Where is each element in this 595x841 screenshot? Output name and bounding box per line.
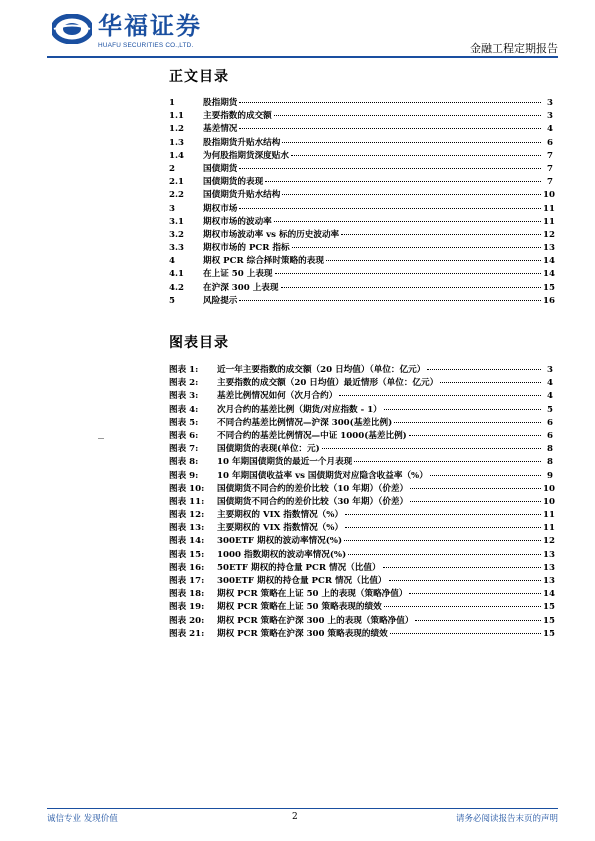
dot-leader: [410, 488, 541, 489]
contents-item[interactable]: [169, 188, 553, 201]
figure-item[interactable]: [169, 455, 553, 468]
dot-leader: [282, 194, 541, 195]
contents-item-number: 3.2: [169, 229, 184, 240]
footer-slogan: 诚信专业 发现价值: [47, 814, 118, 824]
contents-item[interactable]: [169, 281, 553, 294]
figure-item-page: 3: [547, 365, 553, 375]
dot-leader: [326, 260, 541, 261]
figure-item[interactable]: [169, 561, 553, 574]
dot-leader: [348, 554, 541, 555]
figure-item-page: 9: [547, 470, 553, 481]
contents-item-text: 基差情况: [203, 124, 238, 135]
contents-item-text: 期权 PCR 综合择时策略的表现: [203, 256, 324, 267]
company-logo: [52, 10, 227, 52]
figure-item-page: 15: [543, 615, 555, 626]
dot-leader: [239, 208, 541, 209]
dot-leader: [239, 128, 541, 129]
figure-item-page: 11: [543, 523, 555, 534]
figure-item[interactable]: [169, 442, 553, 455]
dot-leader: [410, 501, 541, 502]
figure-item-page: 10: [543, 483, 555, 494]
figure-item-page: 15: [543, 602, 555, 613]
figure-item-page: 13: [543, 576, 555, 586]
figure-item-page: 8: [547, 444, 553, 455]
figures-title: 图表目录: [169, 335, 229, 351]
figure-item-page: 11: [543, 510, 555, 521]
huafu-logo-icon: [52, 14, 92, 44]
figure-item-text: 国债期货的表现(单位：元): [217, 444, 320, 455]
contents-item[interactable]: [169, 267, 553, 280]
dot-leader: [339, 395, 541, 396]
contents-item[interactable]: [169, 149, 553, 162]
figure-item-text: 期权 PCR 策略在上证 50 策略表现的绩效: [217, 602, 382, 613]
figure-item-text: 主要期权的 VIX 指数情况（%）: [217, 523, 344, 534]
figure-item-number: 图表 16:: [169, 562, 205, 573]
figure-item[interactable]: [169, 403, 553, 416]
dot-leader: [281, 287, 542, 288]
contents-item[interactable]: [169, 202, 553, 215]
contents-item[interactable]: [169, 122, 553, 135]
dot-leader: [345, 527, 541, 528]
page-number: 2: [292, 812, 298, 822]
figure-item-number: 图表 5:: [169, 417, 199, 428]
contents-item-page: 11: [543, 203, 555, 214]
dot-leader: [389, 580, 541, 581]
contents-item-page: 3: [547, 111, 553, 122]
figure-item-text: 不同合约的基差比例情况—中证 1000(基差比例): [217, 430, 407, 441]
figure-item-number: 图表 4:: [169, 404, 199, 415]
figure-item-text: 期权 PCR 策略在沪深 300 策略表现的绩效: [217, 628, 388, 639]
figure-item-page: 6: [547, 417, 553, 428]
figure-item-text: 1000 指数期权的波动率情况(%): [217, 549, 347, 560]
figure-item-page: 4: [547, 391, 553, 402]
figure-item-text: 10 年期国债期货的最近一个月表现: [217, 457, 353, 468]
contents-item-page: 7: [547, 177, 553, 188]
figure-item[interactable]: [169, 363, 553, 376]
dot-leader: [341, 234, 541, 235]
figure-item-number: 图表 17:: [169, 576, 205, 586]
contents-item-page: 14: [543, 269, 555, 280]
dot-leader: [239, 300, 541, 301]
contents-item-text: 主要指数的成交额: [203, 111, 272, 122]
dot-leader: [344, 540, 541, 541]
contents-title: 正文目录: [169, 69, 229, 85]
figure-item[interactable]: [169, 548, 553, 561]
figure-item-page: 10: [543, 496, 555, 507]
figure-item-text: 主要期权的 VIX 指数情况（%）: [217, 510, 344, 521]
figure-item-number: 图表 18:: [169, 589, 205, 600]
figure-item-number: 图表 20:: [169, 615, 205, 626]
contents-item-number: 3: [169, 203, 175, 214]
contents-item[interactable]: [169, 109, 553, 122]
header-divider: [47, 56, 558, 58]
figure-item[interactable]: [169, 469, 553, 482]
contents-item-page: 12: [543, 229, 555, 240]
dot-leader: [394, 422, 541, 423]
figure-item-number: 图表 12:: [169, 510, 205, 521]
contents-item-page: 11: [543, 216, 555, 227]
contents-item-text: 国债期货升贴水结构: [203, 190, 281, 201]
contents-item-number: 3.3: [169, 243, 184, 254]
figure-item-text: 期权 PCR 策略在上证 50 上的表现（策略净值）: [217, 589, 408, 600]
figure-item[interactable]: [169, 600, 553, 613]
figure-item-number: 图表 7:: [169, 444, 199, 455]
figure-item-page: 13: [543, 562, 555, 573]
dot-leader: [415, 620, 541, 621]
figure-item-number: 图表 6:: [169, 430, 199, 441]
contents-item[interactable]: [169, 175, 553, 188]
report-type: 金融工程定期报告: [470, 42, 558, 55]
contents-item-text: 期权市场波动率 vs 标的历史波动率: [203, 229, 340, 240]
figure-item-text: 次月合约的基差比例（期货/对应指数 - 1）: [217, 404, 382, 415]
figure-item-number: 图表 14:: [169, 536, 205, 547]
figure-item-number: 图表 13:: [169, 523, 205, 534]
dot-leader: [275, 273, 541, 274]
contents-item-page: 6: [547, 137, 553, 148]
figure-item-text: 期权 PCR 策略在沪深 300 上的表现（策略净值）: [217, 615, 414, 626]
contents-item[interactable]: [169, 241, 553, 254]
contents-item-text: 国债期货: [203, 163, 238, 174]
figure-item[interactable]: [169, 376, 553, 389]
logo-english-name: HUAFU SECURITIES CO.,LTD.: [98, 42, 194, 49]
figure-item-number: 图表 11:: [169, 496, 205, 507]
figure-item-number: 图表 1:: [169, 365, 199, 375]
contents-item-page: 10: [543, 190, 555, 201]
figure-item[interactable]: [169, 614, 553, 627]
contents-item-text: 股指期货: [203, 98, 238, 108]
contents-item-page: 13: [543, 243, 555, 254]
figure-item-text: 300ETF 期权的波动率情况(%): [217, 536, 343, 547]
contents-item-text: 在沪深 300 上表现: [203, 282, 279, 293]
contents-item-page: 3: [547, 98, 553, 108]
contents-item-text: 期权市场的波动率: [203, 216, 272, 227]
contents-item-number: 1.4: [169, 150, 184, 161]
contents-item-page: 7: [547, 163, 553, 174]
contents-item-text: 国债期货的表现: [203, 177, 264, 188]
contents-item-number: 4.2: [169, 282, 184, 293]
dot-leader: [345, 514, 541, 515]
dot-leader: [274, 115, 541, 116]
contents-item-number: 4.1: [169, 269, 184, 280]
margin-mark: [98, 438, 104, 439]
figure-item-page: 6: [547, 430, 553, 441]
figure-item-text: 10 年期国债收益率 vs 国债期货对应隐含收益率（%）: [217, 470, 428, 481]
figure-item[interactable]: [169, 521, 553, 534]
figure-item[interactable]: [169, 482, 553, 495]
contents-item-number: 4: [169, 256, 175, 267]
contents-item-page: 14: [543, 256, 555, 267]
dot-leader: [427, 369, 541, 370]
dot-leader: [291, 155, 541, 156]
dot-leader: [384, 606, 541, 607]
contents-item-number: 1.3: [169, 137, 184, 148]
contents-item-text: 期权市场的 PCR 指标: [203, 243, 290, 254]
figure-item-number: 图表 2:: [169, 378, 199, 389]
contents-item-text: 为何股指期货深度贴水: [203, 150, 289, 161]
figure-item[interactable]: [169, 534, 553, 547]
contents-item-page: 4: [547, 124, 553, 135]
figure-item-text: 近一年主要指数的成交额（20 日均值）（单位：亿元）: [217, 365, 426, 375]
figure-item-number: 图表 15:: [169, 549, 205, 560]
figure-item-text: 基差比例情况如何（次月合约）: [217, 391, 338, 402]
figure-item-text: 国债期货不同合约的差价比较（30 年期）（价差）: [217, 496, 409, 507]
figure-item-number: 图表 21:: [169, 628, 205, 639]
figure-item[interactable]: [169, 574, 553, 587]
contents-item-number: 2: [169, 163, 175, 174]
figure-item[interactable]: [169, 587, 553, 600]
figure-item-page: 13: [543, 549, 555, 560]
contents-item[interactable]: [169, 136, 553, 149]
footer-divider: [47, 808, 558, 809]
contents-item-number: 5: [169, 295, 175, 306]
figures-list: [169, 363, 553, 640]
dot-leader: [384, 409, 541, 410]
dot-leader: [409, 593, 541, 594]
dot-leader: [292, 247, 541, 248]
contents-item-page: 16: [543, 295, 555, 306]
figure-item-text: 主要指数的成交额（20 日均值）最近情形（单位：亿元）: [217, 378, 439, 389]
contents-item-text: 股指期货升贴水结构: [203, 137, 281, 148]
contents-item-text: 期权市场: [203, 203, 238, 214]
figure-item-page: 14: [543, 589, 555, 600]
footer-disclaimer: 请务必阅读报告末页的声明: [455, 814, 558, 824]
contents-item-number: 3.1: [169, 216, 184, 227]
contents-item-number: 1: [169, 98, 175, 108]
dot-leader: [383, 567, 541, 568]
dot-leader: [409, 435, 541, 436]
figure-item-page: 15: [543, 628, 555, 639]
dot-leader: [239, 168, 541, 169]
figure-item-text: 不同合约基差比例情况—沪深 300(基差比例): [217, 417, 393, 428]
figure-item[interactable]: [169, 429, 553, 442]
contents-item-number: 1.1: [169, 111, 184, 122]
figure-item[interactable]: [169, 495, 553, 508]
figure-item[interactable]: [169, 627, 553, 640]
figure-item[interactable]: [169, 508, 553, 521]
dot-leader: [390, 633, 541, 634]
figure-item[interactable]: [169, 416, 553, 429]
dot-leader: [282, 142, 541, 143]
contents-item-number: 2.2: [169, 190, 184, 201]
contents-item-page: 7: [547, 150, 553, 161]
figure-item-text: 300ETF 期权的持仓量 PCR 情况（比值）: [217, 576, 387, 586]
figure-item-text: 50ETF 期权的持仓量 PCR 情况（比值）: [217, 562, 381, 573]
contents-item[interactable]: [169, 96, 553, 109]
dot-leader: [322, 448, 541, 449]
contents-item-text: 风险提示: [203, 295, 238, 306]
contents-item[interactable]: [169, 294, 553, 307]
contents-item-text: 在上证 50 上表现: [203, 269, 273, 280]
dot-leader: [274, 221, 541, 222]
contents-item-number: 2.1: [169, 177, 184, 188]
figure-item[interactable]: [169, 389, 553, 402]
figure-item-page: 12: [543, 536, 555, 547]
contents-item-page: 15: [543, 282, 555, 293]
contents-list: [169, 96, 553, 307]
dot-leader: [265, 181, 541, 182]
contents-item[interactable]: [169, 162, 553, 175]
figure-item-page: 8: [547, 457, 553, 468]
dot-leader: [354, 461, 541, 462]
figure-item-text: 国债期货不同合约的差价比较（10 年期）（价差）: [217, 483, 409, 494]
dot-leader: [430, 475, 541, 476]
figure-item-number: 图表 10:: [169, 483, 205, 494]
logo-chinese-name: 华福证券: [98, 12, 202, 40]
contents-item[interactable]: [169, 254, 553, 267]
figure-item-number: 图表 19:: [169, 602, 205, 613]
figure-item-number: 图表 9:: [169, 470, 199, 481]
figure-item-page: 4: [547, 378, 553, 389]
dot-leader: [239, 102, 541, 103]
contents-item-number: 1.2: [169, 124, 184, 135]
figure-item-number: 图表 3:: [169, 391, 199, 402]
contents-item[interactable]: [169, 228, 553, 241]
contents-item[interactable]: [169, 215, 553, 228]
figure-item-page: 5: [547, 404, 553, 415]
figure-item-number: 图表 8:: [169, 457, 199, 468]
dot-leader: [440, 382, 541, 383]
